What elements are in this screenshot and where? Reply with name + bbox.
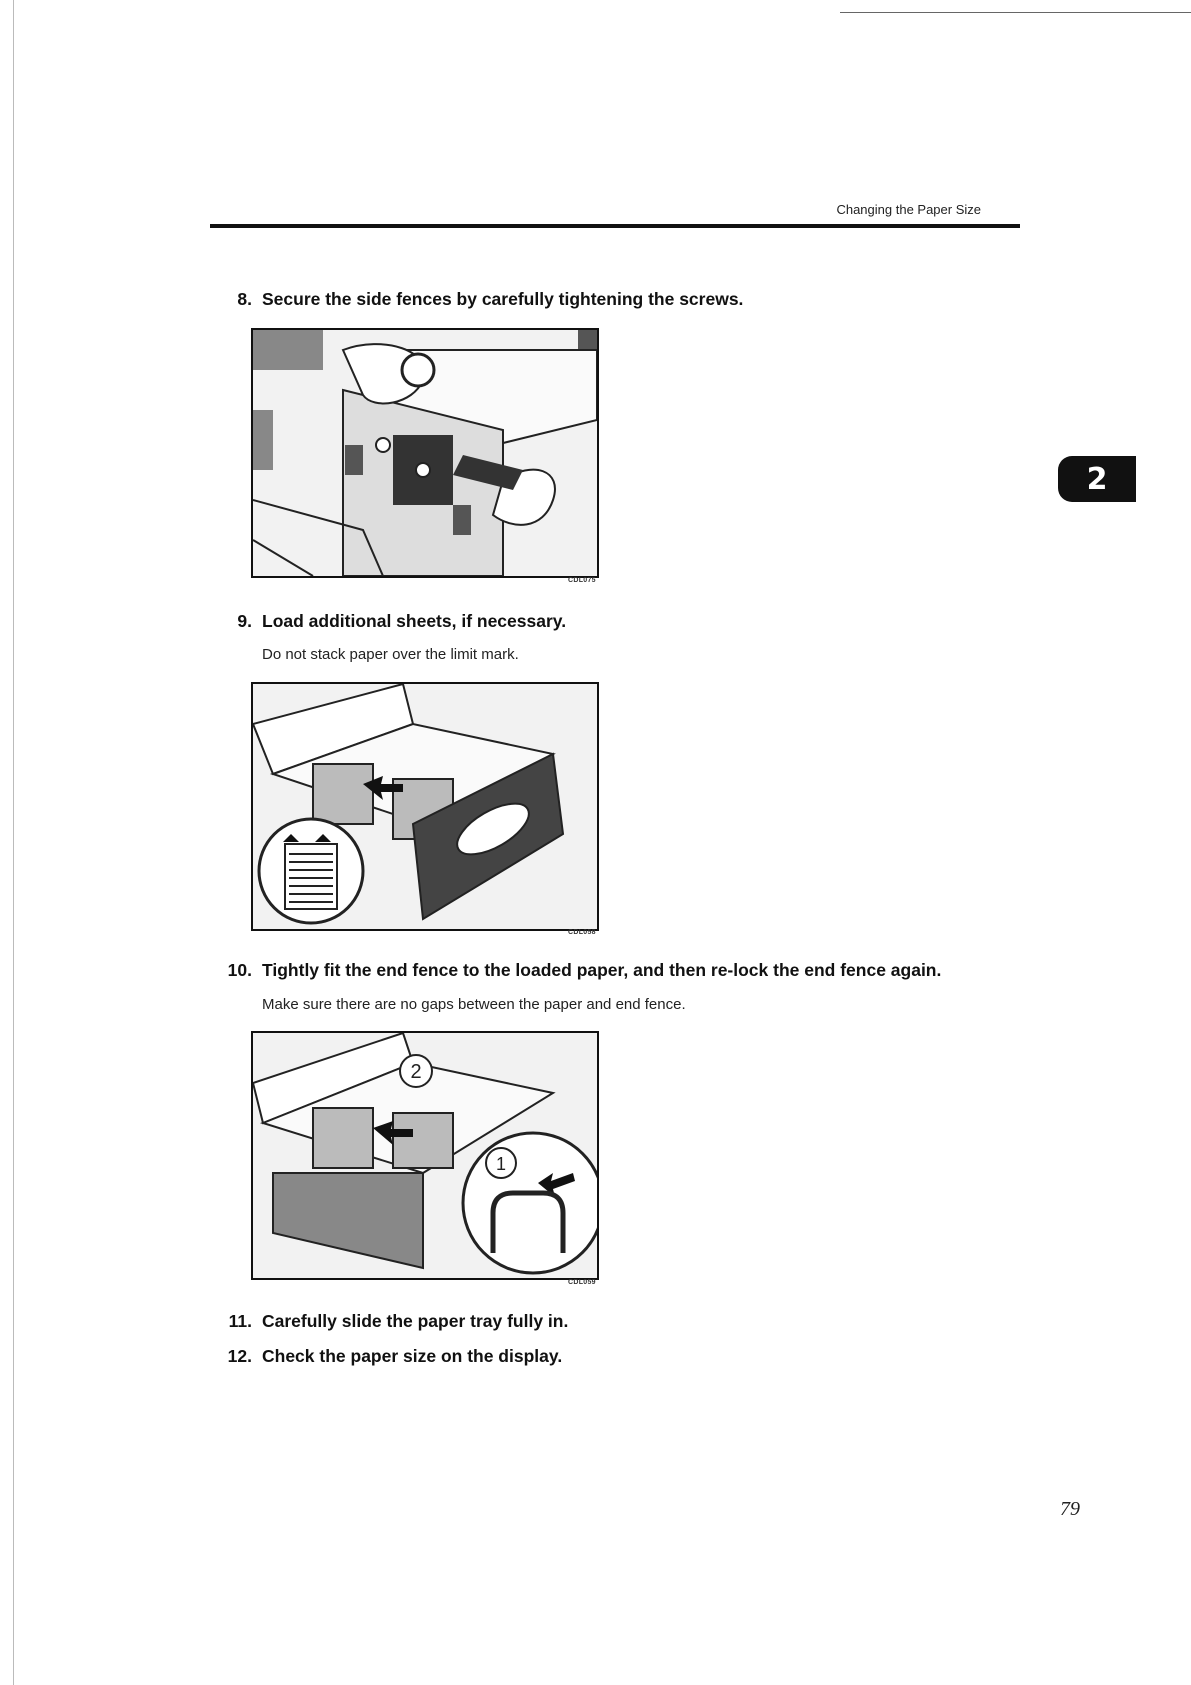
- figure-code: CDL058: [568, 929, 596, 936]
- running-header: Changing the Paper Size: [836, 202, 981, 217]
- chapter-tab: [1058, 456, 1136, 502]
- end-fence-lock-illustration: [253, 1033, 597, 1278]
- page-number: 79: [1060, 1498, 1080, 1520]
- figure-tighten-screws: [251, 328, 599, 578]
- figure-code: CDL075: [568, 577, 596, 584]
- chapter-number: 2: [1086, 461, 1108, 497]
- step-11: [212, 1311, 568, 1332]
- step-text: Secure the side fences by carefully tightening the screws.: [262, 289, 744, 309]
- figure-code: CDL059: [568, 1279, 596, 1286]
- step-text: Check the paper size on the display.: [262, 1346, 563, 1366]
- step-8: [212, 289, 743, 310]
- step-note: Do not stack paper over the limit mark.: [262, 646, 519, 663]
- step-text: Load additional sheets, if necessary.: [262, 611, 567, 631]
- scan-line: [840, 12, 1191, 13]
- figure-limit-mark: [251, 682, 599, 931]
- scan-edge: [13, 0, 14, 1685]
- paper-tray-limit-mark-illustration: [253, 684, 597, 929]
- header-rule: [210, 224, 1020, 228]
- step-number: 9.: [237, 611, 252, 631]
- step-10: [212, 960, 941, 981]
- step-9: [212, 611, 566, 632]
- step-number: 8.: [237, 289, 252, 309]
- step-note: Make sure there are no gaps between the paper and end fence.: [262, 996, 686, 1013]
- step-text: Tightly fit the end fence to the loaded paper, and then re-lock the end fence again.: [262, 960, 942, 980]
- step-text: Carefully slide the paper tray fully in.: [262, 1311, 569, 1331]
- callout-2: 2: [410, 1061, 422, 1083]
- step-number: 12.: [227, 1346, 252, 1366]
- figure-end-fence: [251, 1031, 599, 1280]
- step-12: [212, 1346, 562, 1367]
- hand-tighten-screw-illustration: [253, 330, 597, 576]
- callout-1: 1: [495, 1154, 507, 1174]
- step-number: 10.: [227, 960, 252, 980]
- step-number: 11.: [228, 1311, 252, 1331]
